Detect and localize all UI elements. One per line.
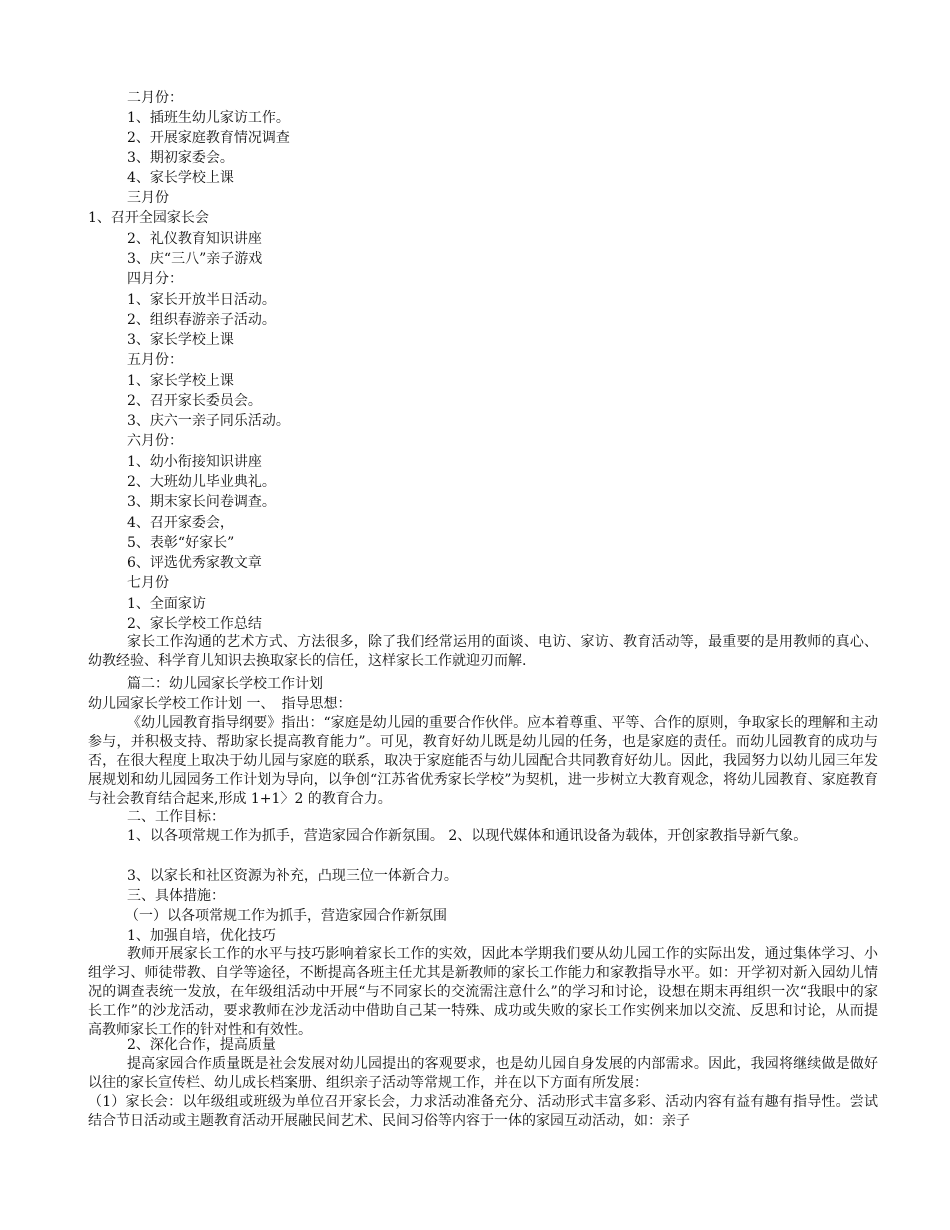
measure-subheading: （一）以各项常规工作为抓手，营造家园合作新氛围 [125, 908, 447, 924]
measure-2-heading: 2、深化合作，提高质量 [127, 1037, 276, 1053]
list-item: 1、家长开放半日活动。 [127, 292, 276, 308]
paragraph-communication-art: 家长工作沟通的艺术方式、方法很多，除了我们经常运用的面谈、电访、家访、教育活动等，最重要的是用教师的真心、幼教经验、科学育儿知识去换取家长的信任，这样家长工作就迎刃而解. [88, 634, 878, 669]
list-item: 1、家长学校上课 [127, 373, 234, 389]
measure-1-heading: 1、加强自培，优化技巧 [127, 928, 276, 944]
list-item: 1、召开全园家长会 [88, 210, 209, 226]
paragraph-parent-meeting: （1）家长会：以年级组或班级为单位召开家长会，力求活动准备充分、活动形式丰富多彩、活动内容有益有趣有指导性。尝试结合节日活动或主题教育活动开展融民间艺术、民间习俗等内容于一体的家园互动活动，如：亲子 [88, 1094, 878, 1129]
list-item: 4、召开家委会， [127, 515, 234, 531]
list-item: 3、期末家长问卷调查。 [127, 494, 276, 510]
list-item: 1、幼小衔接知识讲座 [127, 454, 262, 470]
list-item: 3、期初家委会。 [127, 150, 234, 166]
list-item: 2、大班幼儿毕业典礼。 [127, 474, 276, 490]
month-jul-heading: 七月份 [127, 575, 169, 591]
month-feb-heading: 二月份： [127, 90, 183, 106]
list-item: 6、评选优秀家教文章 [127, 555, 262, 571]
list-item: 1、插班生幼儿家访工作。 [127, 110, 290, 126]
month-mar-heading: 三月份 [127, 190, 169, 206]
list-item: 4、家长学校上课 [127, 170, 234, 186]
paragraph-guiding-thought: 《幼儿园教育指导纲要》指出：“家庭是幼儿园的重要合作伙伴。应本着尊重、平等、合作的原则，争取家长的理解和主动参与，并积极支持、帮助家长提高教育能力”。可见，教育好幼儿既是幼儿园的任务，也是家庭的责任。而幼儿园教育的成功与否，在很大程度上取决于幼儿园与家庭的联系，取决于家庭能否与幼儿园配合共同教育好幼儿。因此，我园努力以幼儿园三年发展规划和幼儿园园务工作计划为导向，以争创“江苏省优秀家长学校”为契机，进一步树立大教育观念，将幼儿园教育、家庭教育与社会教育结合起来,形成 1+1〉2 的教育合力。 [88, 715, 878, 807]
list-item: 5、表彰“好家长” [127, 535, 235, 551]
month-apr-heading: 四月分： [127, 271, 183, 287]
list-item: 2、礼仪教育知识讲座 [127, 231, 262, 247]
list-item: 2、家长学校工作总结 [127, 616, 262, 632]
plan-heading: 幼儿园家长学校工作计划 一、 指导思想： [88, 696, 352, 712]
list-item: 1、全面家访 [127, 596, 206, 612]
list-item: 3、庆“三八”亲子游戏 [127, 251, 263, 267]
list-item: 3、家长学校上课 [127, 332, 234, 348]
paragraph-cooperation-quality: 提高家园合作质量既是社会发展对幼儿园提出的客观要求，也是幼儿园自身发展的内部需求。因此，我园将继续做是做好以往的家长宣传栏、幼儿成长档案册、组织亲子活动等常规工作，并在以下方面有所发展： [88, 1056, 878, 1091]
month-may-heading: 五月份： [127, 352, 183, 368]
list-item: 2、召开家长委员会。 [127, 393, 262, 409]
paragraph-goals-3: 3、以家长和社区资源为补充，凸现三位一体新合力。 [127, 868, 458, 884]
measures-heading: 三、具体措施： [127, 888, 225, 904]
list-item: 2、组织春游亲子活动。 [127, 312, 276, 328]
list-item: 3、庆六一亲子同乐活动。 [127, 413, 290, 429]
paragraph-goals-1-2: 1、以各项常规工作为抓手，营造家园合作新氛围。 2、以现代媒体和通讯设备为载体，开创家教指导新气象。 [127, 828, 808, 844]
month-jun-heading: 六月份： [127, 433, 183, 449]
section-title: 篇二：幼儿园家长学校工作计划 [127, 676, 323, 692]
paragraph-teacher-training: 教师开展家长工作的水平与技巧影响着家长工作的实效，因此本学期我们要从幼儿园工作的实际出发，通过集体学习、小组学习、师徒带教、自学等途径，不断提高各班主任尤其是新教师的家长工作能力和家教指导水平。如：开学初对新入园幼儿情况的调查表统一发放，在年级组活动中开展“与不同家长的交流需注意什么”的学习和讨论，设想在期末再组织一次“我眼中的家长工作”的沙龙活动，要求教师在沙龙活动中借助自己某一特殊、成功或失败的家长工作实例来加以交流、反思和讨论，从而提高教师家长工作的针对性和有效性。 [88, 946, 878, 1038]
goals-heading: 二、工作目标： [127, 809, 225, 825]
list-item: 2、开展家庭教育情况调查 [127, 130, 290, 146]
